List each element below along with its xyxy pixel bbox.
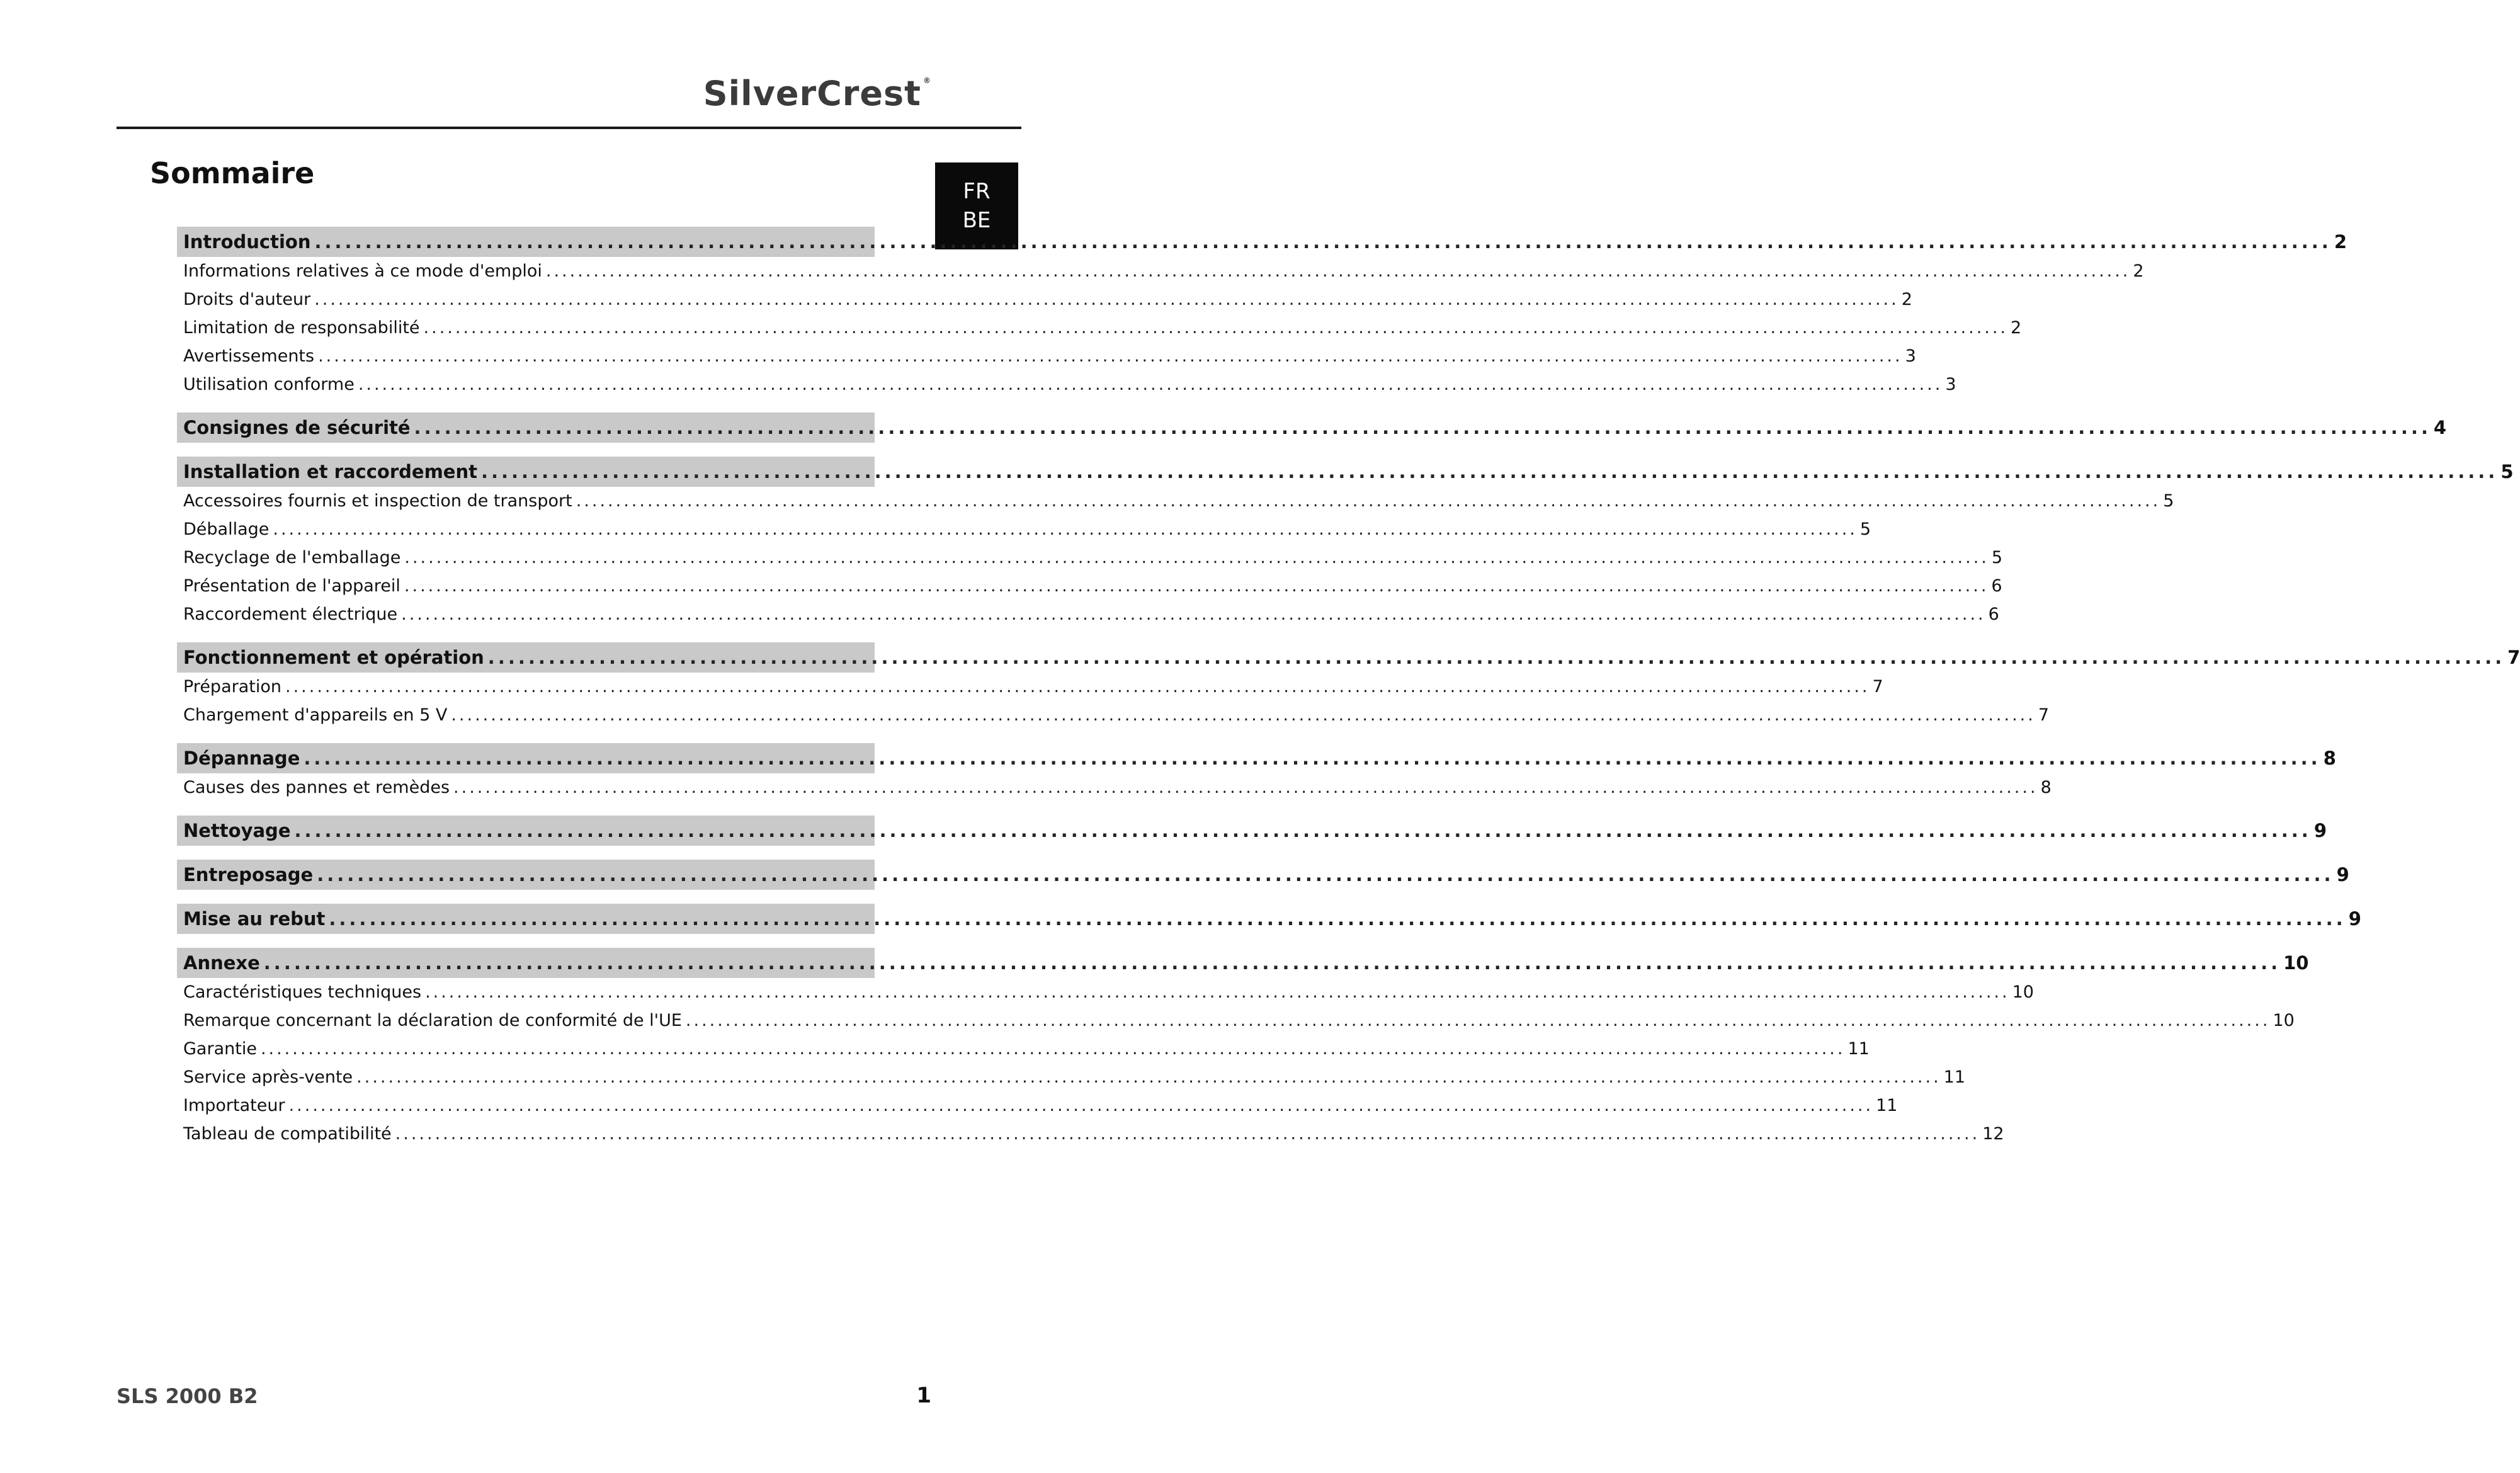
toc-entry-title: Droits d'auteur [183, 290, 311, 309]
dot-leader: ........................................................................................................................................................................................................ [294, 820, 2312, 841]
toc-section-disposal[interactable] [177, 904, 2361, 934]
toc-section-troubleshooting[interactable] [177, 743, 2336, 773]
toc-section-operation[interactable] [177, 642, 2520, 673]
toc-entry[interactable] [177, 515, 1871, 543]
dot-leader: ........................................................................................................................................................................................................ [404, 576, 1989, 596]
toc-entry-title: Utilisation conforme [183, 375, 355, 394]
brand-name: SilverCrest [703, 74, 921, 113]
language-code-fr: FR [963, 179, 990, 204]
spacer [177, 399, 875, 412]
toc-entry[interactable] [177, 257, 2144, 285]
dot-leader: ........................................................................................................................................................................................................ [545, 261, 2131, 281]
toc-page-number: 8 [2040, 778, 2052, 797]
dot-leader: ........................................................................................................................................................................................................ [356, 1067, 1941, 1087]
toc-entry-title: Informations relatives à ce mode d'emploi [183, 261, 542, 281]
toc-section-title: Fonctionnement et opération [183, 647, 484, 668]
toc-page-number: 5 [2500, 461, 2514, 482]
language-code-be: BE [962, 208, 991, 233]
registered-mark: ® [923, 76, 931, 85]
spacer [177, 628, 875, 642]
toc-entry[interactable] [177, 1120, 2004, 1148]
toc-page-number: 2 [2133, 261, 2144, 281]
dot-leader: ........................................................................................................................................................................................................ [423, 318, 2009, 338]
dot-leader: ........................................................................................................................................................................................................ [480, 461, 2499, 482]
toc-entry-title: Remarque concernant la déclaration de conformité de l'UE [183, 1011, 682, 1030]
toc-entry-title: Déballage [183, 520, 270, 539]
toc-section-storage[interactable] [177, 860, 2349, 890]
toc-entry[interactable] [177, 773, 2052, 802]
toc-page-number: 5 [2163, 491, 2174, 511]
toc-entry-title: Service après-vente [183, 1067, 353, 1087]
toc-section-title: Mise au rebut [183, 908, 326, 930]
toc-entry[interactable] [177, 701, 2050, 729]
toc-entry[interactable] [177, 673, 1883, 701]
page-title: Sommaire [150, 156, 315, 190]
dot-leader: ........................................................................................................................................................................................................ [314, 231, 2332, 253]
toc-entry-title: Importateur [183, 1096, 285, 1115]
toc-page-number: 8 [2323, 748, 2336, 769]
toc-section-cleaning[interactable] [177, 816, 2327, 846]
toc-page-number: 9 [2348, 908, 2361, 930]
toc-page-number: 11 [1943, 1067, 1966, 1087]
toc-entry[interactable] [177, 487, 2174, 515]
toc-entry-title: Présentation de l'appareil [183, 576, 400, 596]
toc-entry[interactable] [177, 370, 1956, 399]
toc-section-title: Dépannage [183, 748, 300, 769]
toc-section-title: Installation et raccordement [183, 461, 477, 482]
dot-leader: ........................................................................................................................................................................................................ [576, 491, 2161, 511]
spacer [177, 729, 875, 743]
footer-model-number: SLS 2000 B2 [116, 1384, 258, 1408]
toc-page-number: 2 [2334, 231, 2347, 253]
dot-leader: ........................................................................................................................................................................................................ [487, 647, 2506, 668]
toc-page-number: 7 [2507, 647, 2520, 668]
spacer [177, 934, 875, 948]
dot-leader: ........................................................................................................................................................................................................ [317, 864, 2334, 885]
toc-page-number: 2 [1901, 290, 1912, 309]
toc-page-number: 11 [1847, 1039, 1870, 1059]
spacer [177, 846, 875, 860]
dot-leader: ........................................................................................................................................................................................................ [451, 705, 2036, 725]
dot-leader: ........................................................................................................................................................................................................ [273, 520, 1858, 539]
dot-leader: ........................................................................................................................................................................................................ [414, 417, 2431, 438]
toc-entry-title: Caractéristiques techniques [183, 982, 422, 1002]
toc-entry[interactable] [177, 314, 2022, 342]
toc-entry-title: Limitation de responsabilité [183, 318, 420, 338]
header-rule [116, 127, 1021, 129]
toc-page-number: 6 [1991, 576, 2002, 596]
dot-leader: ........................................................................................................................................................................................................ [395, 1124, 1980, 1144]
toc-entry-title: Préparation [183, 677, 281, 697]
toc-entry[interactable] [177, 285, 1912, 314]
toc-page-number: 9 [2313, 820, 2327, 841]
table-of-contents [177, 227, 2520, 1148]
toc-page-number: 5 [1859, 520, 1871, 539]
toc-entry[interactable] [177, 543, 2003, 572]
toc-section-annex[interactable] [177, 948, 2309, 978]
toc-page-number: 11 [1876, 1096, 1898, 1115]
toc-page-number: 7 [2038, 705, 2050, 725]
dot-leader: ........................................................................................................................................................................................................ [329, 908, 2346, 930]
footer-page-number: 1 [916, 1383, 931, 1408]
dot-leader: ........................................................................................................................................................................................................ [260, 1039, 1846, 1059]
toc-page-number: 5 [1991, 548, 2003, 567]
toc-entry[interactable] [177, 342, 1916, 370]
toc-section-title: Consignes de sécurité [183, 417, 411, 438]
toc-entry[interactable] [177, 1091, 1898, 1120]
toc-page-number: 10 [2273, 1011, 2295, 1030]
toc-page-number: 4 [2433, 417, 2447, 438]
dot-leader: ........................................................................................................................................................................................................ [404, 548, 1989, 567]
toc-page-number: 7 [1872, 677, 1883, 697]
toc-page-number: 6 [1988, 605, 1999, 624]
toc-entry[interactable] [177, 1063, 1966, 1091]
toc-entry-title: Chargement d'appareils en 5 V [183, 705, 448, 725]
dot-leader: ........................................................................................................................................................................................................ [285, 677, 1870, 697]
toc-entry-title: Garantie [183, 1039, 257, 1059]
toc-page-number: 12 [1982, 1124, 2004, 1144]
toc-section-safety[interactable] [177, 412, 2447, 443]
dot-leader: ........................................................................................................................................................................................................ [358, 375, 1943, 394]
toc-page-number: 3 [1945, 375, 1956, 394]
toc-entry-title: Raccordement électrique [183, 605, 398, 624]
toc-entry[interactable] [177, 1035, 1870, 1063]
toc-section-title: Entreposage [183, 864, 314, 885]
dot-leader: ........................................................................................................................................................................................................ [425, 982, 2010, 1002]
toc-page-number: 10 [2012, 982, 2034, 1002]
toc-section-title: Nettoyage [183, 820, 291, 841]
spacer [177, 443, 875, 457]
spacer [177, 890, 875, 904]
dot-leader: ........................................................................................................................................................................................................ [314, 290, 1899, 309]
toc-page-number: 10 [2283, 952, 2309, 974]
toc-section-title: Annexe [183, 952, 260, 974]
toc-entry-title: Avertissements [183, 346, 315, 366]
toc-entry-title: Tableau de compatibilité [183, 1124, 392, 1144]
toc-section-title: Introduction [183, 231, 311, 253]
dot-leader: ........................................................................................................................................................................................................ [401, 605, 1986, 624]
toc-page-number: 2 [2011, 318, 2022, 338]
toc-entry[interactable] [177, 600, 1999, 628]
toc-section-installation[interactable] [177, 457, 2514, 487]
toc-entry-title: Accessoires fournis et inspection de transport [183, 491, 572, 511]
toc-entry[interactable] [177, 1006, 2295, 1035]
dot-leader: ........................................................................................................................................................................................................ [318, 346, 1903, 366]
toc-section-introduction[interactable] [177, 227, 2347, 257]
toc-page-number: 3 [1905, 346, 1916, 366]
dot-leader: ........................................................................................................................................................................................................ [288, 1096, 1874, 1115]
dot-leader: ........................................................................................................................................................................................................ [304, 748, 2321, 769]
toc-page-number: 9 [2336, 864, 2349, 885]
spacer [177, 802, 875, 816]
dot-leader: ........................................................................................................................................................................................................ [685, 1011, 2271, 1030]
brand-logo [703, 74, 931, 113]
toc-entry-title: Causes des pannes et remèdes [183, 778, 450, 797]
dot-leader: ........................................................................................................................................................................................................ [263, 952, 2281, 974]
dot-leader: ........................................................................................................................................................................................................ [453, 778, 2038, 797]
toc-entry-title: Recyclage de l'emballage [183, 548, 401, 567]
toc-entry[interactable] [177, 978, 2034, 1006]
toc-entry[interactable] [177, 572, 2002, 600]
